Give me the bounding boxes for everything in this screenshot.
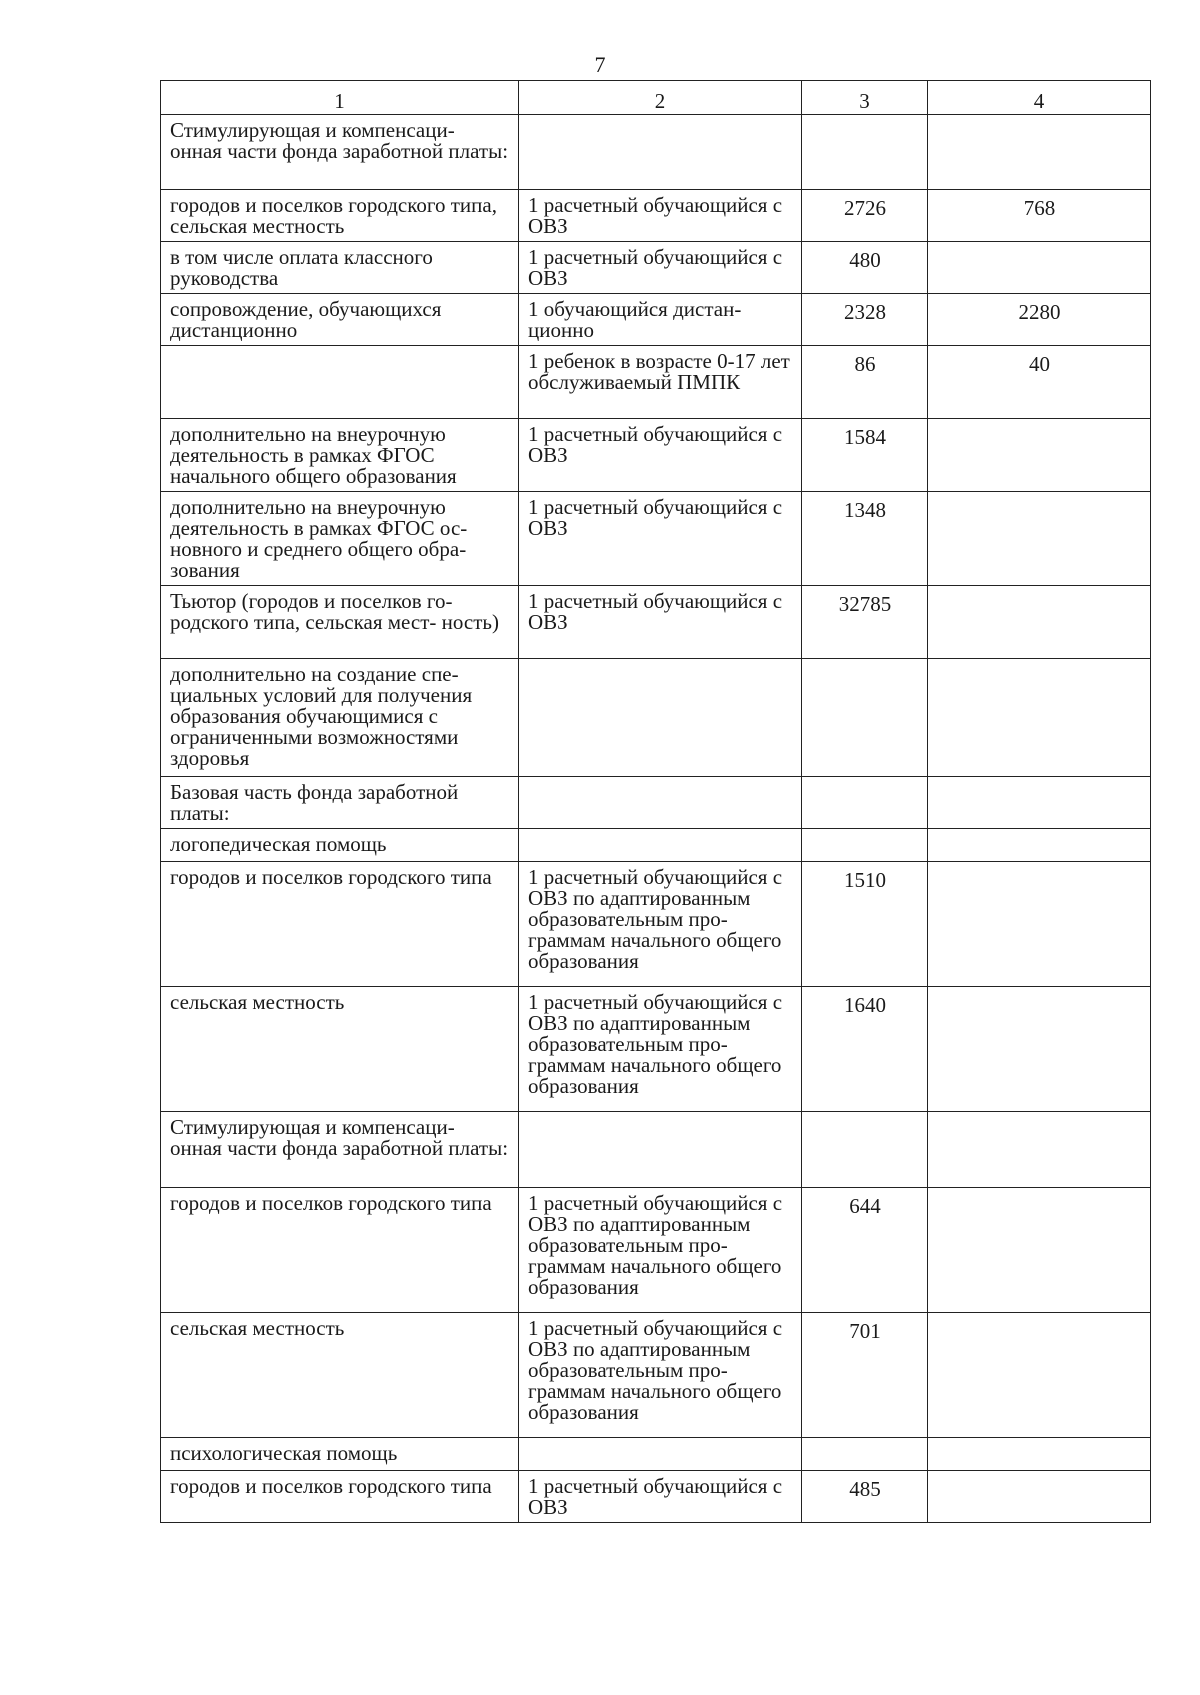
cell-extra-value	[928, 829, 1151, 862]
table-row	[161, 987, 1151, 1112]
cell-unit	[519, 777, 802, 829]
cell-extra-value	[928, 659, 1151, 777]
cell-unit: 1 расчетный обучающийся с ОВЗ по адаптированным образовательным про- граммам начального общего образования	[519, 1313, 802, 1438]
cell-unit: 1 расчетный обучающийся с ОВЗ по адаптированным образовательным про- граммам начального общего образования	[519, 862, 802, 987]
table-row	[161, 294, 1151, 346]
table-row	[161, 659, 1151, 777]
cell-extra-value	[928, 987, 1151, 1112]
cell-unit: 1 расчетный обучающийся с ОВЗ	[519, 586, 802, 659]
cell-extra-value	[928, 419, 1151, 492]
cell-category: дополнительно на внеурочную деятельность в рамках ФГОС начального общего образования	[161, 419, 519, 492]
cell-value	[802, 1112, 928, 1188]
cell-category: Базовая часть фонда заработной платы:	[161, 777, 519, 829]
cell-extra-value: 40	[928, 346, 1151, 419]
cell-unit: 1 расчетный обучающийся с ОВЗ	[519, 1471, 802, 1523]
table-row	[161, 1438, 1151, 1471]
cell-category: психологическая помощь	[161, 1438, 519, 1471]
cell-unit: 1 расчетный обучающийся с ОВЗ по адаптированным образовательным про- граммам начального общего образования	[519, 987, 802, 1112]
cell-category: городов и поселков городского типа, сельская местность	[161, 190, 519, 242]
table-row	[161, 777, 1151, 829]
cell-value	[802, 115, 928, 190]
table-row	[161, 1188, 1151, 1313]
cell-unit: 1 расчетный обучающийся с ОВЗ по адаптированным образовательным про- граммам начального общего образования	[519, 1188, 802, 1313]
cell-extra-value	[928, 1471, 1151, 1523]
table-row	[161, 1471, 1151, 1523]
cell-unit: 1 расчетный обучающийся с ОВЗ	[519, 190, 802, 242]
cell-value	[802, 829, 928, 862]
cell-extra-value: 2280	[928, 294, 1151, 346]
cell-value: 480	[802, 242, 928, 294]
cell-value: 2726	[802, 190, 928, 242]
cell-unit	[519, 1112, 802, 1188]
table-row	[161, 115, 1151, 190]
cell-extra-value	[928, 1438, 1151, 1471]
cell-extra-value	[928, 492, 1151, 586]
table-row	[161, 1112, 1151, 1188]
cell-unit	[519, 115, 802, 190]
cell-value: 1584	[802, 419, 928, 492]
cell-category: Стимулирующая и компенсаци- онная части фонда заработной платы:	[161, 1112, 519, 1188]
cell-unit: 1 расчетный обучающийся с ОВЗ	[519, 492, 802, 586]
cell-extra-value	[928, 1188, 1151, 1313]
table-row	[161, 829, 1151, 862]
cell-extra-value	[928, 115, 1151, 190]
cell-value: 1510	[802, 862, 928, 987]
cell-extra-value: 768	[928, 190, 1151, 242]
cell-unit: 1 расчетный обучающийся с ОВЗ	[519, 242, 802, 294]
cell-category: Тьютор (городов и поселков го- родского типа, сельская мест- ность)	[161, 586, 519, 659]
cell-category: сельская местность	[161, 987, 519, 1112]
cell-value: 32785	[802, 586, 928, 659]
cell-extra-value	[928, 777, 1151, 829]
cell-category: сопровождение, обучающихся дистанционно	[161, 294, 519, 346]
cell-extra-value	[928, 242, 1151, 294]
cell-value: 86	[802, 346, 928, 419]
page-number: 7	[594, 52, 606, 77]
cell-value: 644	[802, 1188, 928, 1313]
cell-category: Стимулирующая и компенсаци- онная части фонда заработной платы:	[161, 115, 519, 190]
norms-table	[160, 80, 1151, 1523]
cell-value: 701	[802, 1313, 928, 1438]
table-row	[161, 419, 1151, 492]
cell-value: 485	[802, 1471, 928, 1523]
cell-value: 1640	[802, 987, 928, 1112]
cell-category: в том числе оплата классного руководства	[161, 242, 519, 294]
cell-value: 2328	[802, 294, 928, 346]
cell-unit: 1 ребенок в возрасте 0-17 лет обслуживаемый ПМПК	[519, 346, 802, 419]
table-row	[161, 492, 1151, 586]
table-row	[161, 190, 1151, 242]
column-header: 3	[802, 81, 928, 115]
cell-unit	[519, 1438, 802, 1471]
table-row	[161, 346, 1151, 419]
cell-category: дополнительно на внеурочную деятельность в рамках ФГОС ос- новного и среднего общего обра- зования	[161, 492, 519, 586]
column-header: 4	[928, 81, 1151, 115]
cell-unit	[519, 829, 802, 862]
cell-value	[802, 659, 928, 777]
cell-category: городов и поселков городского типа	[161, 862, 519, 987]
cell-extra-value	[928, 1313, 1151, 1438]
cell-unit: 1 расчетный обучающийся с ОВЗ	[519, 419, 802, 492]
cell-category: городов и поселков городского типа	[161, 1471, 519, 1523]
column-header: 2	[519, 81, 802, 115]
cell-value	[802, 777, 928, 829]
cell-unit: 1 обучающийся дистан- ционно	[519, 294, 802, 346]
cell-category: дополнительно на создание спе- циальных условий для получения образования обучающимися с ограниченными возможностями здоровья	[161, 659, 519, 777]
cell-extra-value	[928, 1112, 1151, 1188]
table-row	[161, 242, 1151, 294]
cell-value	[802, 1438, 928, 1471]
cell-extra-value	[928, 862, 1151, 987]
cell-category: городов и поселков городского типа	[161, 1188, 519, 1313]
table-row	[161, 862, 1151, 987]
table-row	[161, 586, 1151, 659]
cell-category: логопедическая помощь	[161, 829, 519, 862]
cell-category	[161, 346, 519, 419]
column-header: 1	[161, 81, 519, 115]
cell-unit	[519, 659, 802, 777]
cell-value: 1348	[802, 492, 928, 586]
table-header-row	[161, 81, 1151, 115]
cell-category: сельская местность	[161, 1313, 519, 1438]
cell-extra-value	[928, 586, 1151, 659]
table-row	[161, 1313, 1151, 1438]
